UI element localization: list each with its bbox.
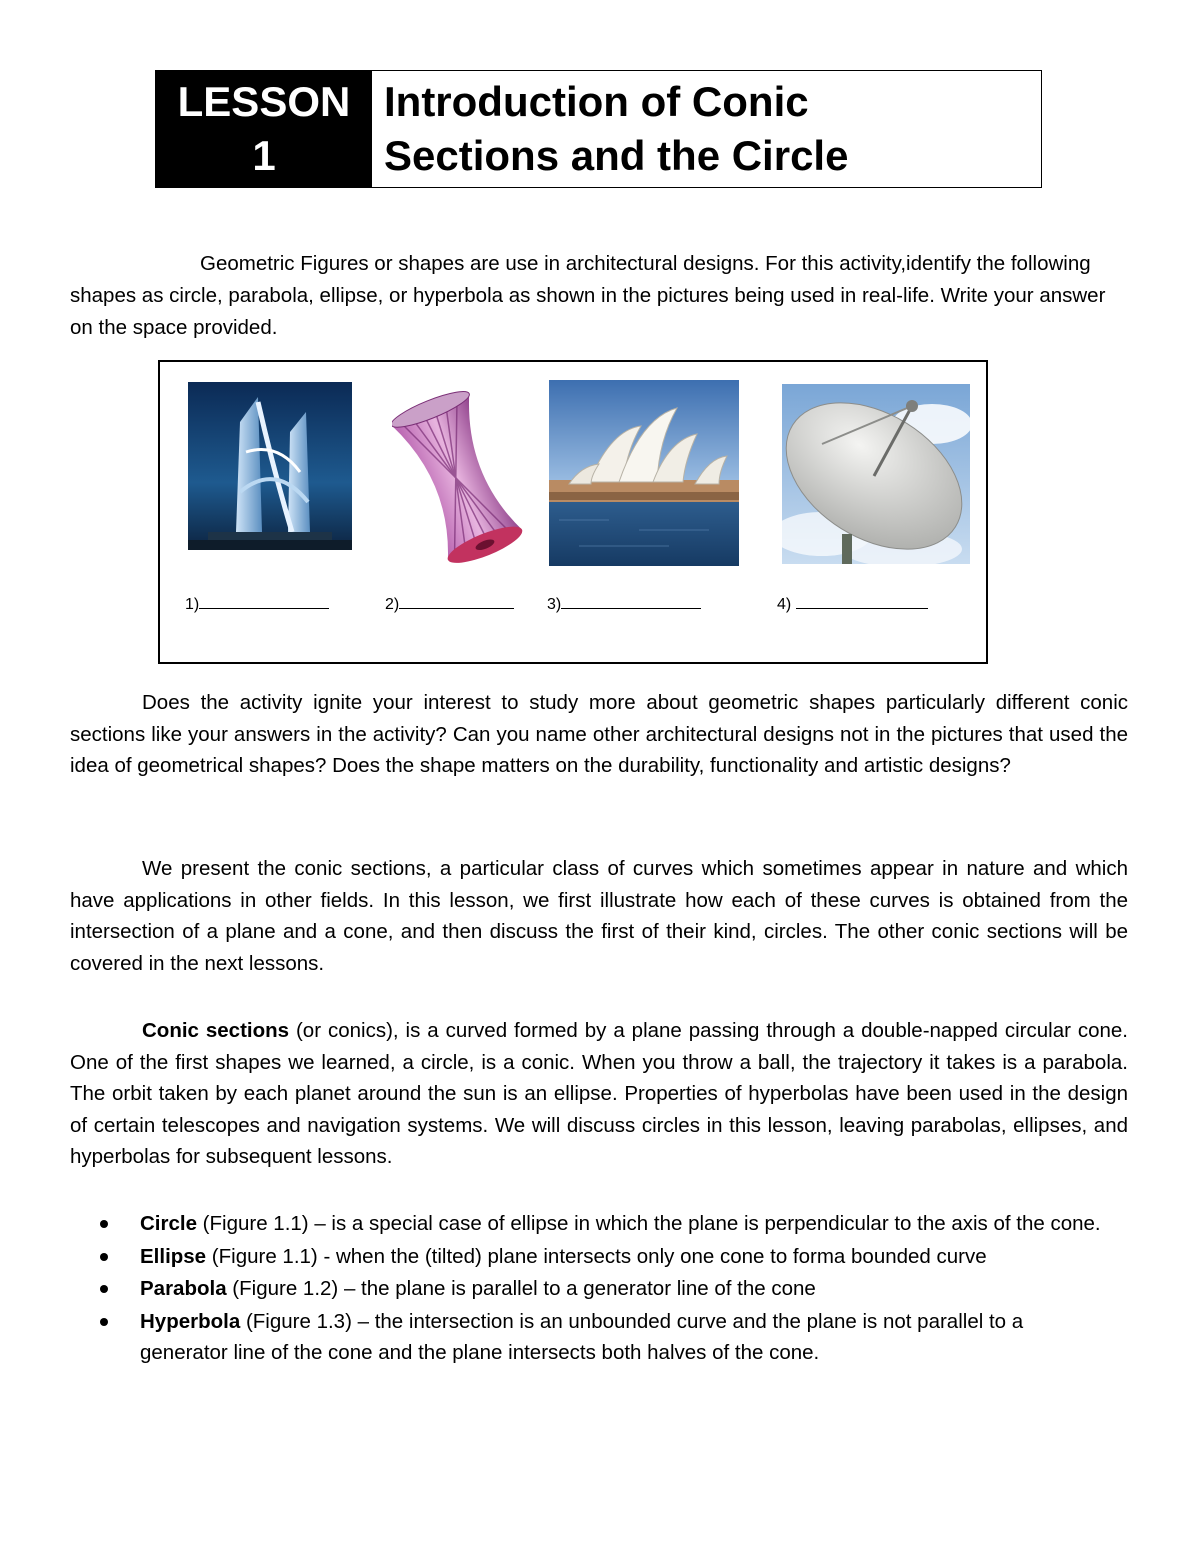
answer-blank-3[interactable] <box>547 594 701 614</box>
answer-label-3: 3) <box>547 596 562 613</box>
bullet-icon <box>100 1253 108 1261</box>
answer-label-2: 2) <box>385 596 400 613</box>
conic-types-list <box>100 1208 1110 1370</box>
conic-definition-text: (or conics), is a curved formed by a plane passing through a double-napped circular cone. One of the first shapes we learned, a circle, is a conic. When you throw a ball, the trajectory it takes is a parabola. The orbit taken by each planet around the sun is an ellipse. Properties of hyperbolas have been used in the design of certain telescopes and navigation systems. We will discuss circles in this lesson, leaving parabolas, ellipses, and hyperbolas for subsequent lessons. <box>70 1019 1128 1168</box>
lesson-title <box>372 71 1041 187</box>
picture-2-hyperboloid <box>392 390 524 566</box>
desc-parabola: (Figure 1.2) – the plane is parallel to a generator line of the cone <box>226 1277 816 1300</box>
list-item-circle <box>100 1208 1110 1240</box>
paragraph-interest-text: Does the activity ignite your interest to study more about geometric shapes particularly different conic sections like your answers in the activity? Can you name other architectural designs not in the pictures that used the idea of geometrical shapes? Does the shape matters on the durability, functionality and artistic designs? <box>70 691 1128 777</box>
conic-sections-term: Conic sections <box>142 1019 290 1042</box>
desc-hyperbola: (Figure 1.3) – the intersection is an unbounded curve and the plane is not parallel to a generator line of the cone and the plane intersects both halves of the cone. <box>140 1309 1024 1364</box>
answer-blank-4[interactable] <box>777 594 928 614</box>
paragraph-conic-intro-text: We present the conic sections, a particular class of curves which sometimes appear in nature and which have applications in other fields. In this lesson, we first illustrate how each of these curves is obtained from the intersection of a plane and a cone, and then discuss the first of their kind, circles. The other conic sections will be covered in the next lessons. <box>70 857 1128 975</box>
paragraph-interest <box>70 687 1128 782</box>
picture-4-satellite-dish <box>782 384 970 564</box>
answer-blank-2[interactable] <box>385 594 514 614</box>
bullet-icon <box>100 1285 108 1293</box>
title-line-1: Introduction of Conic <box>384 78 809 125</box>
term-ellipse: Ellipse <box>140 1244 207 1268</box>
lesson-label: LESSON <box>177 78 351 125</box>
desc-ellipse: (Figure 1.1) - when the (tilted) plane intersects only one cone to forma bounded curve <box>206 1244 987 1268</box>
answer-label-1: 1) <box>185 596 200 613</box>
list-item-parabola <box>100 1273 1110 1305</box>
intro-paragraph <box>70 248 1128 344</box>
list-item-hyperbola <box>100 1306 1110 1369</box>
term-hyperbola: Hyperbola <box>140 1309 241 1333</box>
term-circle: Circle <box>140 1212 197 1235</box>
activity-box <box>158 360 988 664</box>
intro-text: Geometric Figures or shapes are use in architectural designs. For this activity,identify the following shapes as circle, parabola, ellipse, or hyperbola as shown in the pictures being used in real-life. Write your answer on the space provided. <box>70 252 1106 339</box>
answer-blank-1[interactable] <box>185 594 329 614</box>
title-line-2: Sections and the Circle <box>384 132 849 179</box>
paragraph-conic-intro <box>70 853 1128 979</box>
lesson-number-box <box>156 71 372 187</box>
answer-label-4: 4) <box>777 596 792 613</box>
list-item-ellipse <box>100 1241 1110 1273</box>
desc-circle: (Figure 1.1) – is a special case of ellipse in which the plane is perpendicular to the axis of the cone. <box>196 1212 1101 1235</box>
bullet-icon <box>100 1318 108 1326</box>
picture-1-towers <box>188 382 352 550</box>
picture-3-opera-house <box>549 380 739 566</box>
bullet-icon <box>100 1220 108 1228</box>
lesson-header <box>155 70 1042 188</box>
lesson-number: 1 <box>252 132 276 179</box>
term-parabola: Parabola <box>140 1277 227 1300</box>
paragraph-conic-definition <box>70 1015 1128 1173</box>
